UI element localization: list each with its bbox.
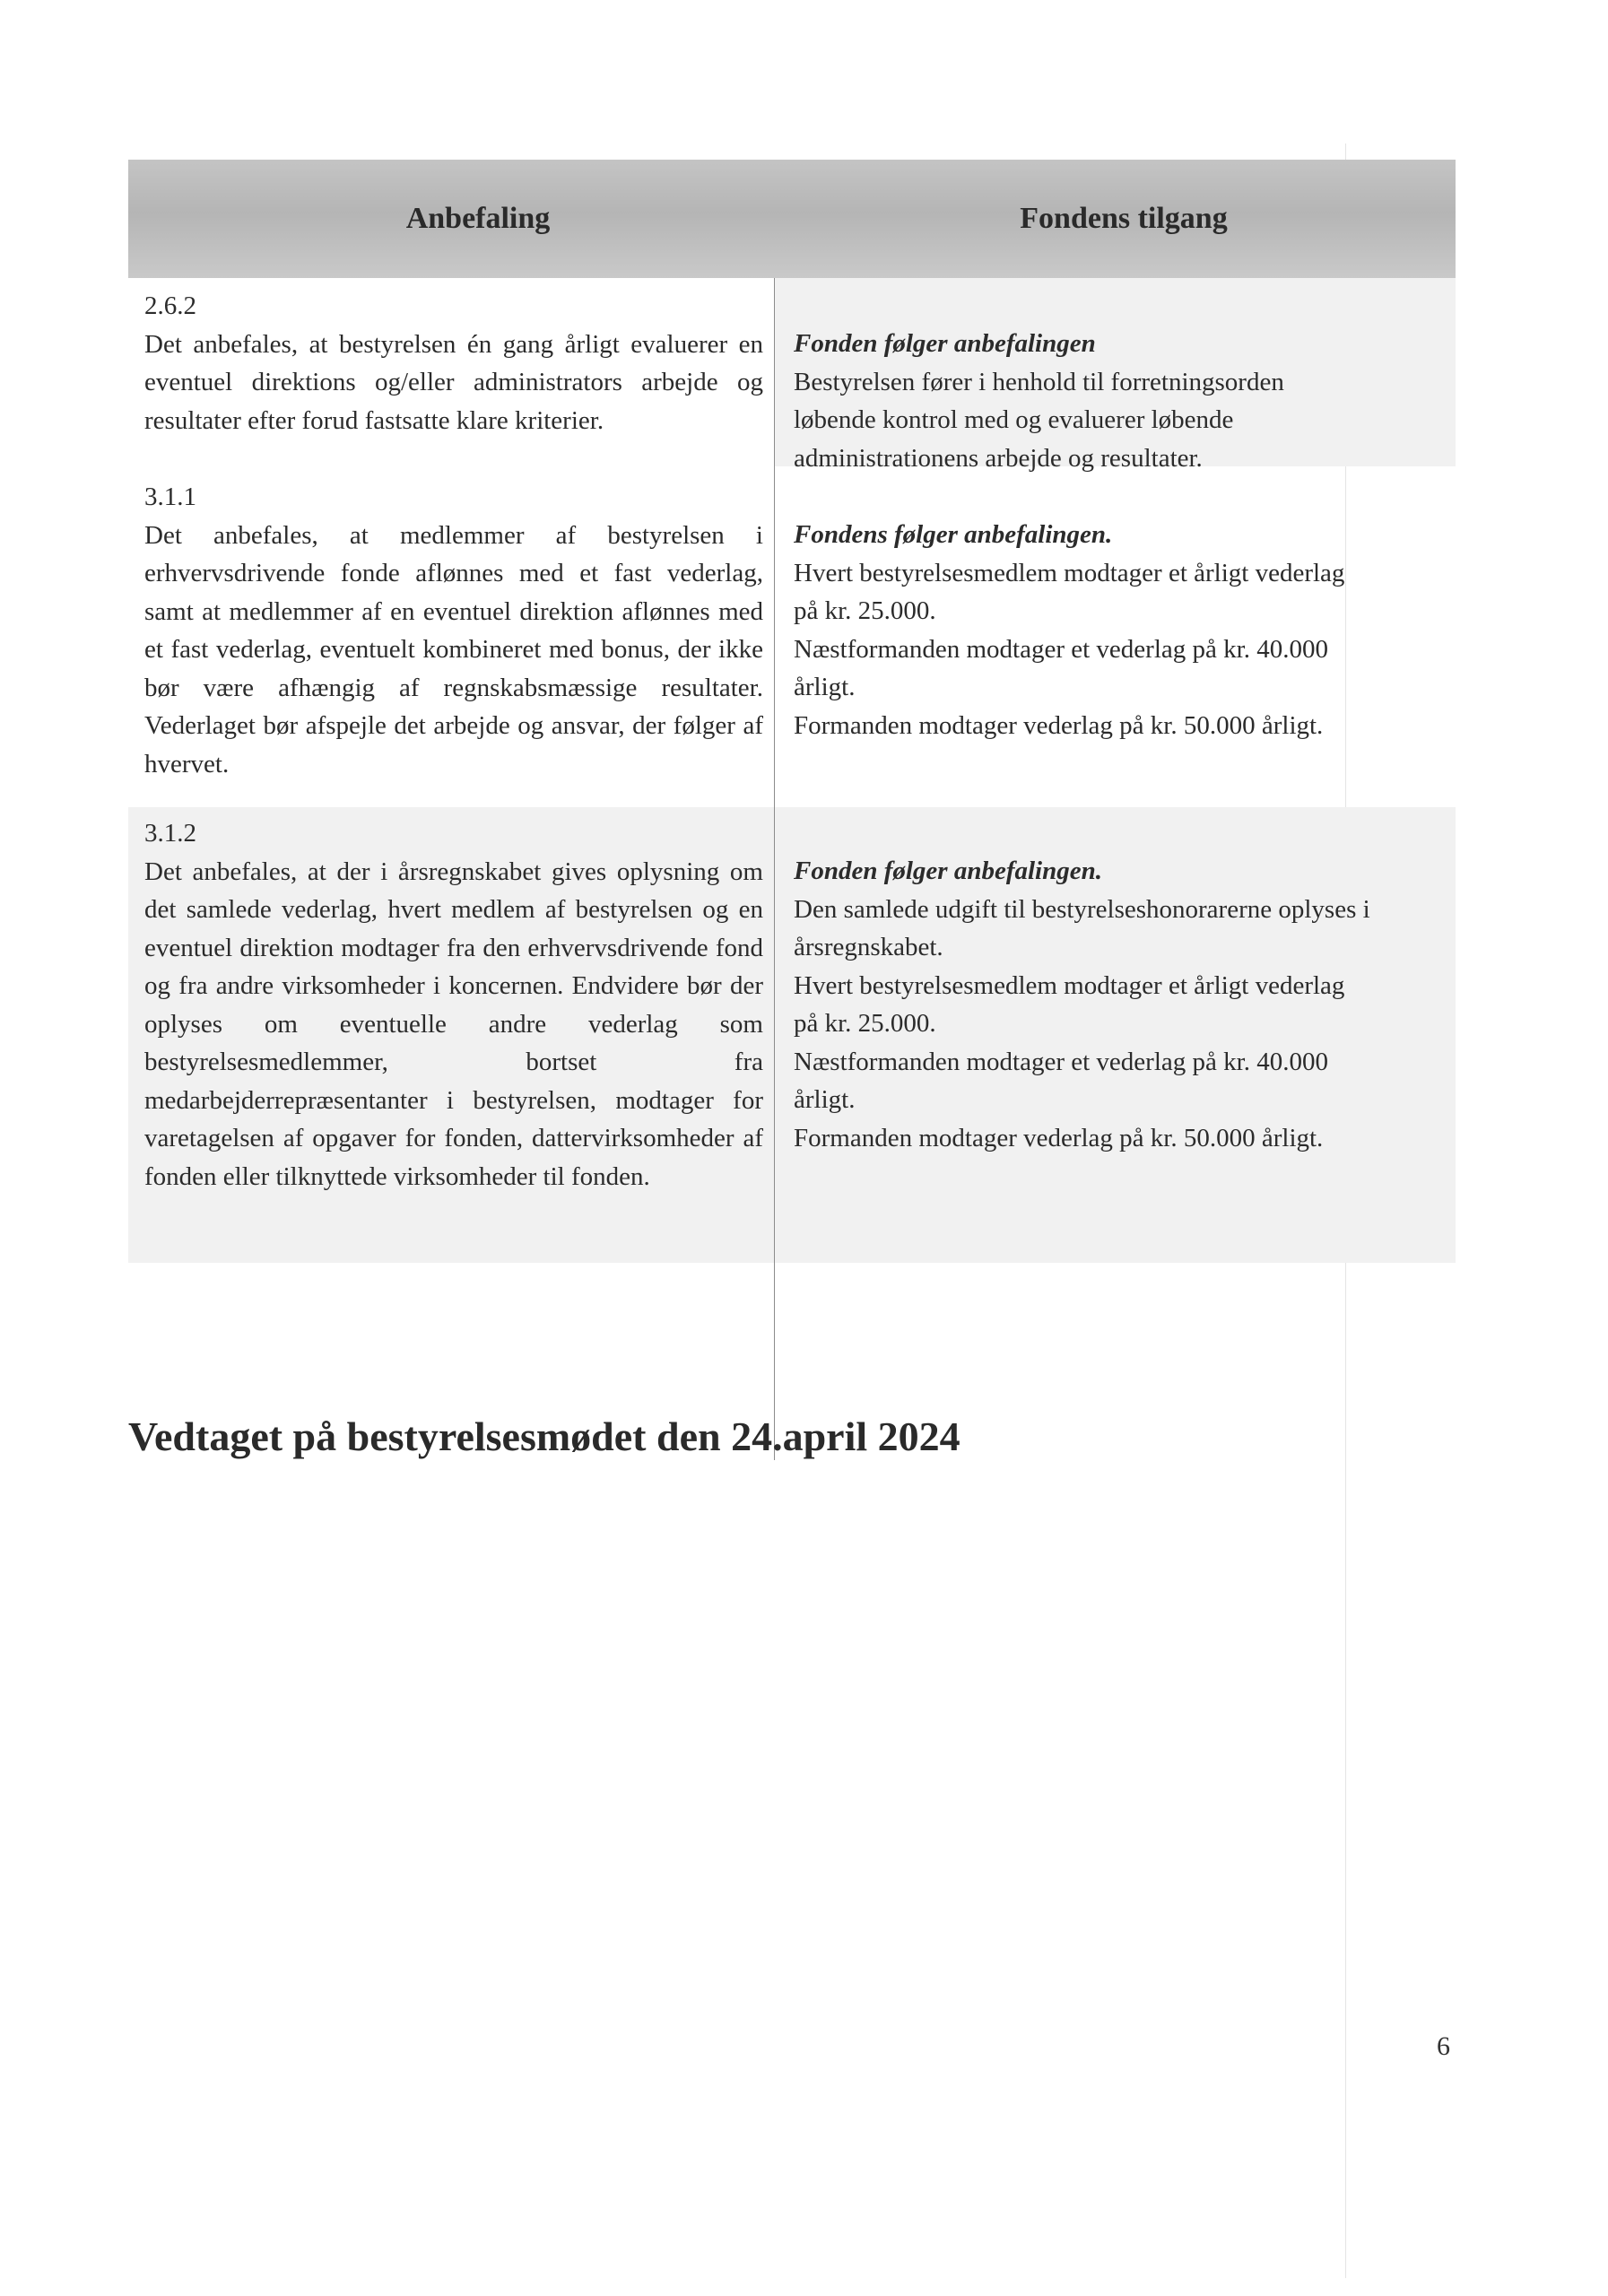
response-line: løbende kontrol med og evaluerer løbende [794, 405, 1234, 434]
column-divider [774, 278, 775, 1460]
row-number: 3.1.2 [144, 819, 196, 848]
response-line: på kr. 25.000. [794, 1009, 936, 1038]
table-row-2-response [794, 516, 1475, 744]
compliance-status: Fondens følger anbefalingen. [794, 520, 1113, 549]
response-line: Næstformanden modtager et vederlag på kr. 40.000 [794, 634, 1328, 664]
compliance-status: Fonden følger anbefalingen [794, 329, 1096, 358]
response-line: Den samlede udgift til bestyrelseshonorarerne oplyses i [794, 894, 1370, 924]
response-line: Formanden modtager vederlag på kr. 50.000 årligt. [794, 710, 1324, 740]
response-line: Formanden modtager vederlag på kr. 50.000 årligt. [794, 1123, 1324, 1152]
recommendation-text: Det anbefales, at der i årsregnskabet gives oplysning om det samlede vederlag, hvert medlem af bestyrelsen og en eventuel direktion modtager fra den erhvervsdrivende fond og fra andre virksomheder i koncernen. Endvidere bør der oplyses om eventuelle andre vederlag som bestyrelsesmedlemmer, bortset fra medarbejderrepræsentanter i bestyrelsen, modtager for varetagelsen af opgaver for fonden, dattervirksomheder af fonden eller tilknyttede virksomheder til fonden. [144, 857, 763, 1191]
compliance-status: Fonden følger anbefalingen. [794, 857, 1102, 885]
table-row-1-recommendation [144, 287, 763, 439]
response-line: Bestyrelsen fører i henhold til forretningsorden [794, 367, 1284, 396]
table-row-1-response [794, 325, 1475, 477]
response-line: administrationens arbejde og resultater. [794, 443, 1203, 473]
table-header [128, 160, 1456, 278]
response-line: Næstformanden modtager et vederlag på kr. 40.000 [794, 1047, 1328, 1076]
row-number: 2.6.2 [144, 291, 196, 320]
response-line: Hvert bestyrelsesmedlem modtager et årligt vederlag [794, 970, 1345, 1000]
table-row-3-recommendation [144, 814, 763, 1196]
table-row-2-recommendation [144, 478, 763, 783]
response-line: på kr. 25.000. [794, 596, 936, 625]
header-recommendation: Anbefaling [405, 202, 551, 235]
response-line: årligt. [794, 1085, 856, 1114]
adoption-statement: Vedtaget på bestyrelsesmødet den 24.april 2024 [128, 1413, 960, 1459]
recommendation-text: Det anbefales, at medlemmer af bestyrelsen i erhvervsdrivende fonde aflønnes med et fast vederlag, samt at medlemmer af en eventuel direktion aflønnes med et fast vederlag, eventuelt kombineret med bonus, der ikke bør være afhængig af regnskabsmæssige resultater. Vederlaget bør afspejle det arbejde og ansvar, der følger af hvervet. [144, 520, 763, 778]
response-line: årsregnskabet. [794, 933, 943, 961]
table-row-3-response [794, 852, 1475, 1157]
header-foundation-approach: Fondens tilgang [1020, 202, 1228, 235]
response-line: årligt. [794, 673, 856, 701]
row-number: 3.1.1 [144, 483, 196, 511]
page-number: 6 [1437, 2031, 1450, 2061]
response-line: Hvert bestyrelsesmedlem modtager et årligt vederlag [794, 558, 1345, 587]
recommendation-text: Det anbefales, at bestyrelsen én gang årligt evaluerer en eventuel direktions og/eller administrators arbejde og resultater efter forud fastsatte klare kriterier. [144, 329, 763, 435]
recommendations-table [128, 160, 1456, 1263]
